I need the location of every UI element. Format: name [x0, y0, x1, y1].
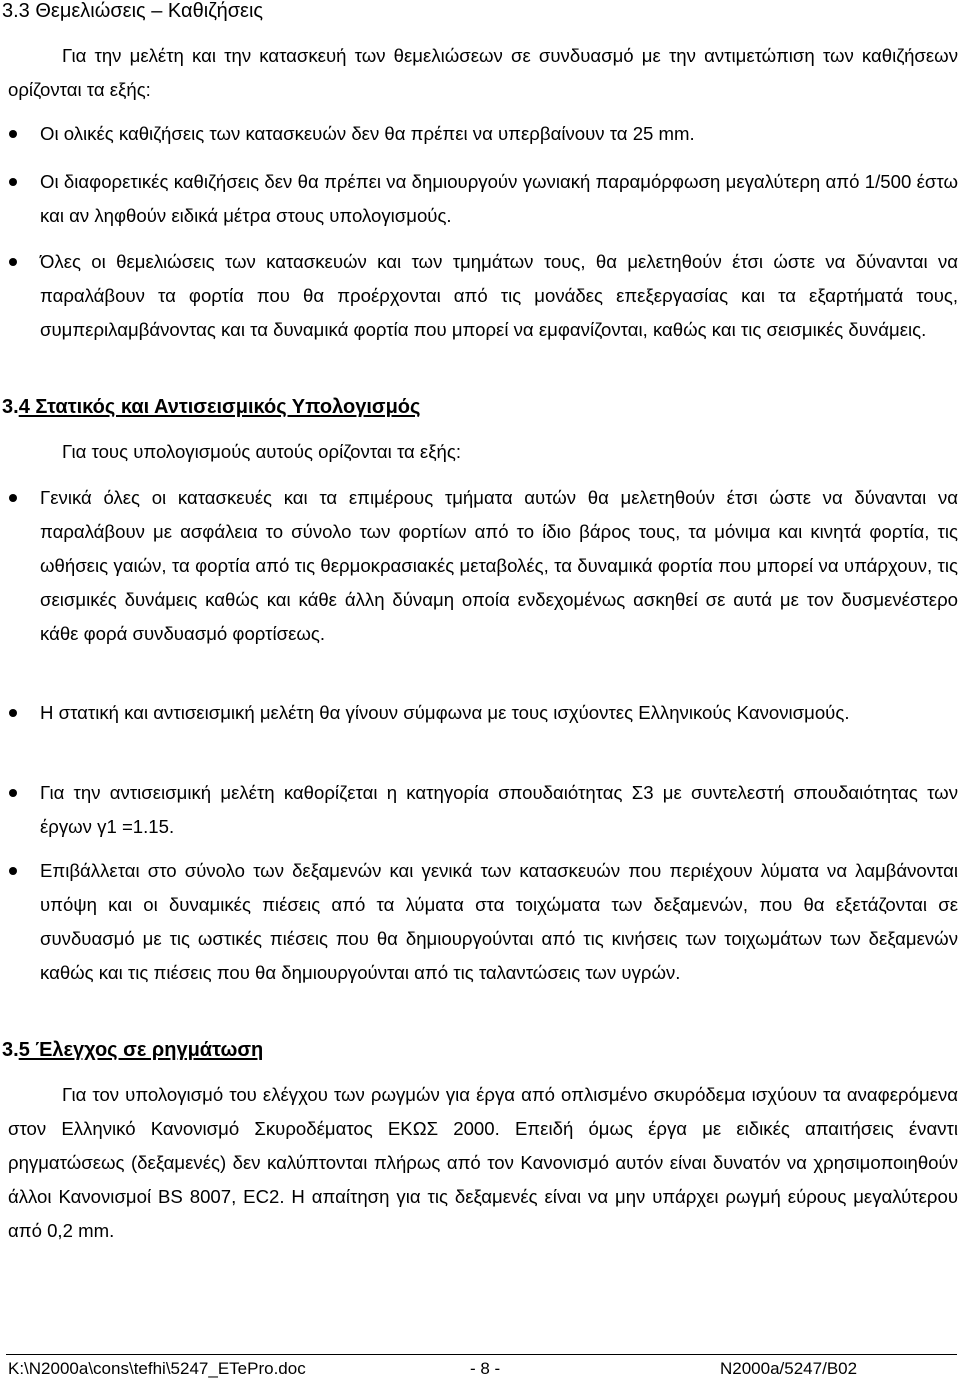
bullet-icon	[9, 867, 17, 875]
bullet-text: Επιβάλλεται στο σύνολο των δεξαμενών και γενικά των κατασκευών που περιέχουν λύματα να λαμβάνονται υπόψη και οι δυναμικές πιέσεις από τα λύματα στα τοιχώματα των δεξαμενών, που θα εξετάζονται σε συνδυασμό με τις ωστικές πιέσεις που θα δημιουργούνται από τις κινήσεις των τοιχωμάτων των δεξαμενών καθώς και τις πιέσεις που θα δημιουργούνται από τις ταλαντώσεις των υγρών.	[40, 860, 958, 983]
bullet-icon	[9, 178, 17, 186]
section-3-5-title: 3.5 Έλεγχος σε ρηγμάτωση	[2, 1039, 264, 1061]
bullet-text: Η στατική και αντισεισμική μελέτη θα γίνουν σύμφωνα με τους ισχύοντες Ελληνικούς Κανονισμούς.	[40, 702, 850, 723]
footer-divider	[6, 1354, 957, 1355]
bullet-icon	[9, 709, 17, 717]
bullet-icon	[9, 258, 17, 266]
bullet-icon	[9, 789, 17, 797]
footer-file-path: K:\N2000a\cons\tefhi\5247_ETePro.doc	[8, 1359, 306, 1378]
bullet-text: Γενικά όλες οι κατασκευές και τα επιμέρους τμήματα αυτών θα μελετηθούν έτσι ώστε να δύνανται να παραλάβουν με ασφάλεια το σύνολο των φορτίων από το ίδιο βάρος τους, τα μόνιμα και κινητά φορτία, τις ωθήσεις γαιών, τα φορτία από τις θερμοκρασιακές μεταβολές, τα δυναμικά φορτία που μπορεί να υπάρχουν, τις σεισμικές δυνάμεις καθώς και κάθε άλλη δύναμη οποία ενδεχομένως ασκηθεί σε αυτά με τον δυσμενέστερο κάθε φορά συνδυασμό φορτίσεως.	[40, 487, 958, 644]
bullet-text: Οι διαφορετικές καθιζήσεις δεν θα πρέπει να δημιουργούν γωνιακή παραμόρφωση μεγαλύτερη από 1/500 έστω και αν ληφθούν ειδικά μέτρα στους υπολογισμούς.	[40, 171, 958, 226]
footer-page-number: - 8 -	[470, 1359, 501, 1378]
section-3-3-intro: Για την μελέτη και την κατασκευή των θεμελιώσεων σε συνδυασμό με την αντιμετώπιση των καθιζήσεων ορίζονται τα εξής:	[8, 45, 958, 100]
bullet-text: Για την αντισεισμική μελέτη καθορίζεται η κατηγορία σπουδαιότητας Σ3 με συντελεστή σπουδαιότητας των έργων γ1 =1.15.	[40, 782, 958, 837]
footer-reference: N2000a/5247/B02	[720, 1359, 858, 1378]
bullet-icon	[9, 130, 17, 138]
section-3-4-title: 3.4 Στατικός και Αντισεισμικός Υπολογισμός	[2, 396, 421, 418]
section-3-5-body: Για τον υπολογισμό του ελέγχου των ρωγμών για έργα από οπλισμένο σκυρόδεμα ισχύουν τα αναφερόμενα στον Ελληνικό Κανονισμό Σκυροδέματος ΕΚΩΣ 2000. Επειδή όμως έργα με ειδικές απαιτήσεις έναντι ρηγματώσεως (δεξαμενές) δεν καλύπτονται πλήρως από τον Κανονισμό αυτόν είναι δυνατόν να χρησιμοποιηθούν άλλοι Κανονισμοί BS 8007, EC2. Η απαίτηση για τις δεξαμενές είναι να μην υπάρχει ρωγμή εύρους μεγαλύτερου από 0,2 mm.	[8, 1084, 958, 1241]
bullet-text: Όλες οι θεμελιώσεις των κατασκευών και των τμημάτων τους, θα μελετηθούν έτσι ώστε να δύνανται να παραλάβουν τα φορτία που θα προέρχονται από τις μονάδες επεξεργασίας και τα εξαρτήματά τους, συμπεριλαμβάνοντας και τα δυναμικά φορτία που μπορεί να εμφανίζονται, καθώς και τις σεισμικές δυνάμεις.	[40, 251, 958, 340]
bullet-icon	[9, 494, 17, 502]
section-3-4-intro: Για τους υπολογισμούς αυτούς ορίζονται τα εξής:	[62, 441, 462, 462]
section-3-3-title: 3.3 Θεμελιώσεις – Καθιζήσεις	[2, 0, 264, 22]
bullet-text: Οι ολικές καθιζήσεις των κατασκευών δεν θα πρέπει να υπερβαίνουν τα 25 mm.	[40, 123, 695, 144]
